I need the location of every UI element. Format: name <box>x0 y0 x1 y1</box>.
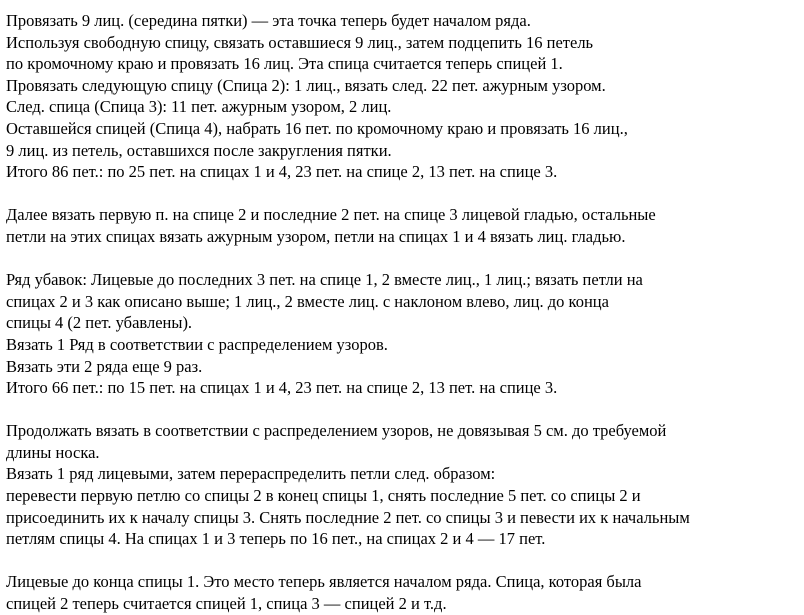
text-line: спицы 4 (2 пет. убавлены). <box>6 313 193 333</box>
text-line: Вязать 1 ряд лицевыми, затем перераспределить петли след. образом: <box>6 464 496 484</box>
text-line: Провязать следующую спицу (Спица 2): 1 лиц., вязать след. 22 пет. ажурным узором. <box>6 75 606 95</box>
paragraph-gap <box>6 399 798 421</box>
text-line: Используя свободную спицу, связать оставшиеся 9 лиц., затем подцепить 16 петель <box>6 32 594 52</box>
text-line: След. спица (Спица 3): 11 пет. ажурным узором, 2 лиц. <box>6 97 392 117</box>
paragraph-gap <box>6 550 798 572</box>
paragraph-new-round-start <box>6 571 798 614</box>
text-line: Продолжать вязать в соответствии с распределением узоров, не довязывая 5 см. до требуемой <box>6 421 667 441</box>
text-line: по кромочному краю и провязать 16 лиц. Эта спица считается теперь спицей 1. <box>6 54 563 74</box>
text-line: Далее вязать первую п. на спице 2 и последние 2 пет. на спице 3 лицевой гладью, остальные <box>6 205 656 225</box>
text-line: Итого 86 пет.: по 25 пет. на спицах 1 и 4, 23 пет. на спице 2, 13 пет. на спице 3. <box>6 162 558 182</box>
text-line: Итого 66 пет.: по 15 пет. на спицах 1 и 4, 23 пет. на спице 2, 13 пет. на спице 3. <box>6 378 558 398</box>
text-line: спицах 2 и 3 как описано выше; 1 лиц., 2 вместе лиц. с наклоном влево, лиц. до конца <box>6 291 609 311</box>
text-line: петлям спицы 4. На спицах 1 и 3 теперь по 16 пет., на спицах 2 и 4 — 17 пет. <box>6 529 546 549</box>
text-line: присоединить их к началу спицы 3. Снять последние 2 пет. со спицы 3 и певести их к начальным <box>6 507 690 527</box>
text-line: Вязать эти 2 ряда еще 9 раз. <box>6 356 203 376</box>
text-line: 9 лиц. из петель, оставшихся после закругления пятки. <box>6 140 392 160</box>
text-line: спицей 2 теперь считается спицей 1, спица 3 — спицей 2 и т.д. <box>6 594 447 614</box>
text-line: длины носка. <box>6 442 100 462</box>
paragraph-decrease-row <box>6 269 798 399</box>
paragraph-gap <box>6 248 798 270</box>
paragraph-pattern-instructions <box>6 204 798 247</box>
text-line: Ряд убавок: Лицевые до последних 3 пет. на спице 1, 2 вместе лиц., 1 лиц.; вязать петли на <box>6 270 643 290</box>
document-body <box>6 10 798 615</box>
text-line: перевести первую петлю со спицы 2 в конец спицы 1, снять последние 5 пет. со спицы 2 и <box>6 486 641 506</box>
paragraph-gap <box>6 183 798 205</box>
text-line: Провязать 9 лиц. (середина пятки) — эта точка теперь будет началом ряда. <box>6 11 531 30</box>
text-line: Вязать 1 Ряд в соответствии с распределением узоров. <box>6 334 388 354</box>
text-line: Оставшейся спицей (Спица 4), набрать 16 пет. по кромочному краю и провязать 16 лиц., <box>6 118 628 138</box>
text-line: петли на этих спицах вязать ажурным узором, петли на спицах 1 и 4 вязать лиц. гладью. <box>6 226 626 246</box>
paragraph-redistribute <box>6 420 798 550</box>
text-line: Лицевые до конца спицы 1. Это место теперь является началом ряда. Спица, которая была <box>6 572 642 592</box>
paragraph-heel-pickup <box>6 10 798 183</box>
